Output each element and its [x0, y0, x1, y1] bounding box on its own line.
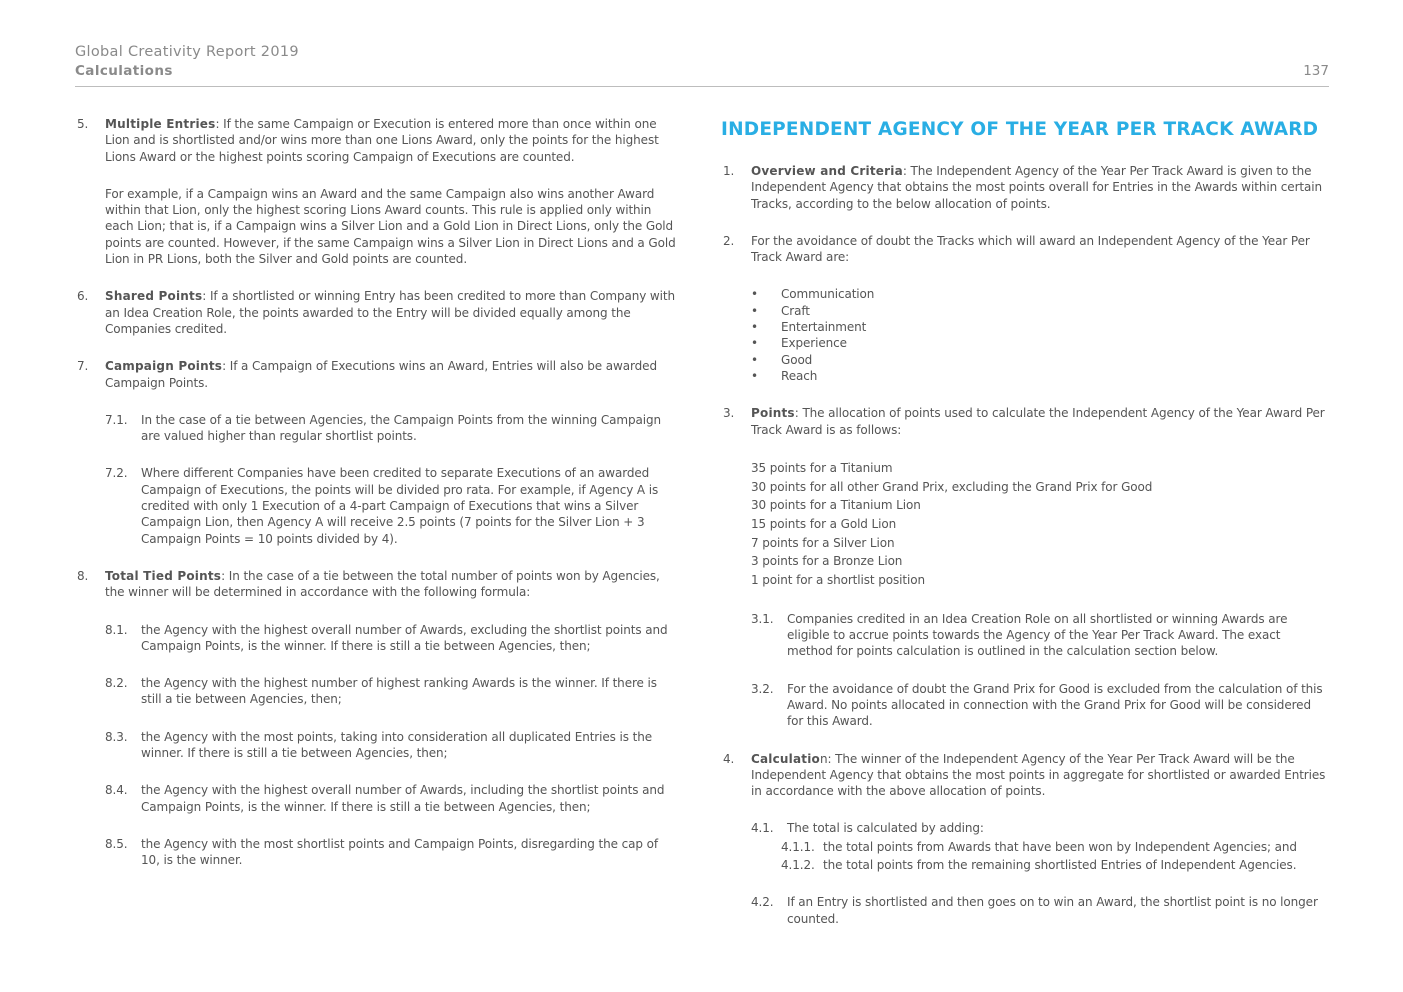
list-item — [751, 368, 1327, 384]
award-section-heading: INDEPENDENT AGENCY OF THE YEAR PER TRACK AWARD — [721, 119, 1319, 140]
bullet-icon: • — [751, 303, 758, 318]
rule-item-5 — [75, 116, 680, 267]
item-body: : If a Campaign of Executions wins an Award, Entries will also be awarded Campaign Points. — [105, 359, 657, 390]
sub-item-text: In the case of a tie between Agencies, the Campaign Points from the winning Campaign are valued higher than regular shortlist points. — [141, 412, 662, 444]
points-line: 35 points for a Titanium — [751, 460, 893, 475]
award-item-1 — [721, 163, 1327, 212]
sub-item-number: 7.1. — [105, 412, 128, 427]
bullet-icon: • — [751, 336, 758, 351]
item-number: 5. — [77, 117, 89, 131]
sub-item-number: 4.1.2. — [781, 858, 815, 873]
item-text — [751, 163, 1327, 212]
list-item — [751, 352, 1327, 368]
track-name: Entertainment — [781, 320, 867, 335]
sub-item-7-2 — [105, 465, 680, 546]
item-label: Campaign Points — [105, 359, 223, 374]
bullet-icon: • — [751, 368, 758, 383]
sub-item-text: the Agency with the most points, taking into consideration all duplicated Entries is the winner. If there is still a tie between Agencies, then; — [141, 729, 653, 761]
sub-item-3-1 — [751, 611, 1327, 660]
sub-item-8-1 — [105, 622, 680, 655]
list-item — [751, 303, 1327, 319]
report-title: Global Creativity Report 2019 — [75, 44, 299, 60]
sub-item-number: 3.1. — [751, 611, 774, 626]
bullet-icon: • — [751, 287, 758, 302]
bullet-icon: • — [751, 320, 758, 335]
item-text — [105, 116, 680, 165]
item-label: Shared Points — [105, 289, 203, 304]
item-body: : The allocation of points used to calculate the Independent Agency of the Year Award Per Track Award is as follows: — [751, 406, 1325, 437]
item-body: : If the same Campaign or Execution is entered more than once within one Lion and is shortlisted and/or wins more than one Lions Award, only the points for the highest Lions Award or the highest points scoring Campaign of Executions are counted. — [105, 117, 659, 164]
points-line: 1 point for a shortlist position — [751, 573, 925, 588]
item-number: 7. — [77, 359, 89, 374]
sub-item-text: Companies credited in an Idea Creation Role on all shortlisted or winning Awards are eligible to accrue points towards the Agency of the Year Per Track Award. The exact method for points calculation is outlined in the calculation section below. — [787, 611, 1288, 659]
points-line: 3 points for a Bronze Lion — [751, 554, 903, 569]
sub-item-number: 8.5. — [105, 836, 128, 851]
item-label: Calculatio — [751, 751, 820, 766]
item-text — [105, 568, 680, 601]
track-name: Reach — [781, 368, 818, 383]
points-line: 30 points for a Titanium Lion — [751, 498, 921, 513]
points-line: 15 points for a Gold Lion — [751, 516, 897, 531]
item-text — [751, 405, 1327, 438]
sub-item-text: The total is calculated by adding: — [787, 821, 984, 836]
award-item-3 — [721, 405, 1327, 729]
sub-item-text: the Agency with the most shortlist points and Campaign Points, disregarding the cap of 10, is the winner. — [141, 836, 658, 868]
sub-item-text: the Agency with the highest overall number of Awards, excluding the shortlist points and Campaign Points, is the winner. If there is still a tie between Agencies, then; — [141, 622, 668, 653]
right-column — [721, 116, 1327, 948]
item-number: 2. — [723, 233, 735, 248]
sub-item-4-2 — [751, 894, 1327, 927]
points-list — [751, 459, 1327, 590]
left-column — [75, 116, 680, 890]
sub-item-number: 4.2. — [751, 895, 774, 910]
item-label: Points — [751, 406, 795, 421]
sub-item-4-1-1 — [781, 839, 1327, 855]
section-title: Calculations — [75, 63, 173, 79]
item-body: n: The winner of the Independent Agency of the Year Per Track Award will be the Independent Agency that obtains the most points in aggregate for shortlisted or awarded Entries in accordance with the above allocation of points. — [751, 751, 1326, 799]
item-number: 6. — [77, 289, 89, 304]
track-name: Good — [781, 352, 813, 367]
sub-item-number: 4.1. — [751, 821, 774, 836]
sub-item-number: 4.1.1. — [781, 839, 815, 854]
item-body: : The Independent Agency of the Year Per Track Award is given to the Independent Agency that obtains the most points overall for Entries in the Awards within certain Tracks, according to the below allocation of points. — [751, 164, 1322, 211]
sub-item-number: 8.4. — [105, 783, 128, 798]
sub-item-8-3 — [105, 729, 680, 762]
award-item-2 — [721, 233, 1327, 384]
item-label: Total Tied Points — [105, 568, 222, 583]
sub-item-text: For the avoidance of doubt the Grand Prix for Good is excluded from the calculation of this Award. No points allocated in connection with the Grand Prix for Good will be considered for this Award. — [787, 681, 1323, 729]
sub-item-number: 8.1. — [105, 622, 128, 637]
track-name: Experience — [781, 336, 847, 351]
item-text — [105, 288, 680, 337]
sub-item-text: the Agency with the highest number of highest ranking Awards is the winner. If there is still a tie between Agencies, then; — [141, 676, 657, 707]
page-number: 137 — [1303, 63, 1329, 79]
sub-item-8-5 — [105, 836, 680, 869]
item-text — [751, 751, 1327, 800]
award-item-4 — [721, 751, 1327, 927]
sub-item-number: 8.3. — [105, 729, 128, 744]
points-line: 7 points for a Silver Lion — [751, 535, 895, 550]
item-body: : In the case of a tie between the total number of points won by Agencies, the winner will be determined in accordance with the following formula: — [105, 568, 660, 600]
sub-item-number: 7.2. — [105, 466, 128, 481]
item-label: Overview and Criteria — [751, 164, 903, 178]
sub-item-4-1 — [751, 820, 1327, 836]
sub-item-text: If an Entry is shortlisted and then goes on to win an Award, the shortlist point is no longer counted. — [787, 895, 1318, 926]
item-label: Multiple Entries — [105, 117, 216, 131]
item-number: 8. — [77, 568, 89, 583]
rule-item-8 — [75, 568, 680, 869]
sub-item-8-4 — [105, 782, 680, 815]
item-body: : If a shortlisted or winning Entry has been credited to more than Company with an Idea Creation Role, the points awarded to the Entry will be divided equally among the Companies credited. — [105, 289, 675, 336]
list-item — [751, 335, 1327, 351]
track-list — [751, 286, 1327, 384]
track-name: Craft — [781, 303, 810, 318]
item-number: 4. — [723, 751, 735, 766]
item-text: For the avoidance of doubt the Tracks which will award an Independent Agency of the Year Per Track Award are: — [751, 233, 1310, 265]
item-text — [105, 358, 680, 391]
item-number: 3. — [723, 406, 735, 421]
rule-item-6 — [75, 288, 680, 337]
list-item — [751, 319, 1327, 335]
sub-item-text: the total points from the remaining shortlisted Entries of Independent Agencies. — [823, 858, 1297, 873]
item-paragraph: For example, if a Campaign wins an Award and the same Campaign also wins another Award within that Lion, only the highest scoring Lions Award counts. This rule is applied only within each Lion; that is, if a Campaign wins a Silver Lion and a Gold Lion in Direct Lions, only the Gold points are counted. However, if the same Campaign wins a Silver Lion in Direct Lions and a Gold Lion in PR Lions, both the Silver and Gold points are counted. — [105, 186, 676, 267]
sub-item-number: 8.2. — [105, 676, 128, 691]
sub-item-number: 3.2. — [751, 681, 774, 696]
sub-item-text: the Agency with the highest overall number of Awards, including the shortlist points and Campaign Points, is the winner. If there is still a tie between Agencies, then; — [141, 783, 665, 814]
item-number: 1. — [723, 164, 735, 178]
page-header — [75, 43, 1329, 81]
list-item — [751, 286, 1327, 302]
sub-item-text: Where different Companies have been credited to separate Executions of an awarded Campaign of Executions, the points will be divided pro rata. For example, if Agency A is credited with only 1 Execution of a 4-part Campaign of Executions that wins a Silver Campaign Lion, then Agency A will receive 2.5 points (7 points for the Silver Lion + 3 Campaign Points = 10 points divided by 4). — [141, 466, 659, 546]
bullet-icon: • — [751, 352, 758, 367]
sub-item-text: the total points from Awards that have been won by Independent Agencies; and — [823, 839, 1297, 854]
rule-item-7 — [75, 358, 680, 547]
header-divider — [75, 86, 1329, 87]
points-line: 30 points for all other Grand Prix, excluding the Grand Prix for Good — [751, 479, 1153, 494]
sub-item-7-1 — [105, 412, 680, 445]
sub-item-8-2 — [105, 675, 680, 708]
track-name: Communication — [781, 287, 875, 302]
sub-item-4-1-2 — [781, 857, 1327, 873]
sub-item-3-2 — [751, 681, 1327, 730]
